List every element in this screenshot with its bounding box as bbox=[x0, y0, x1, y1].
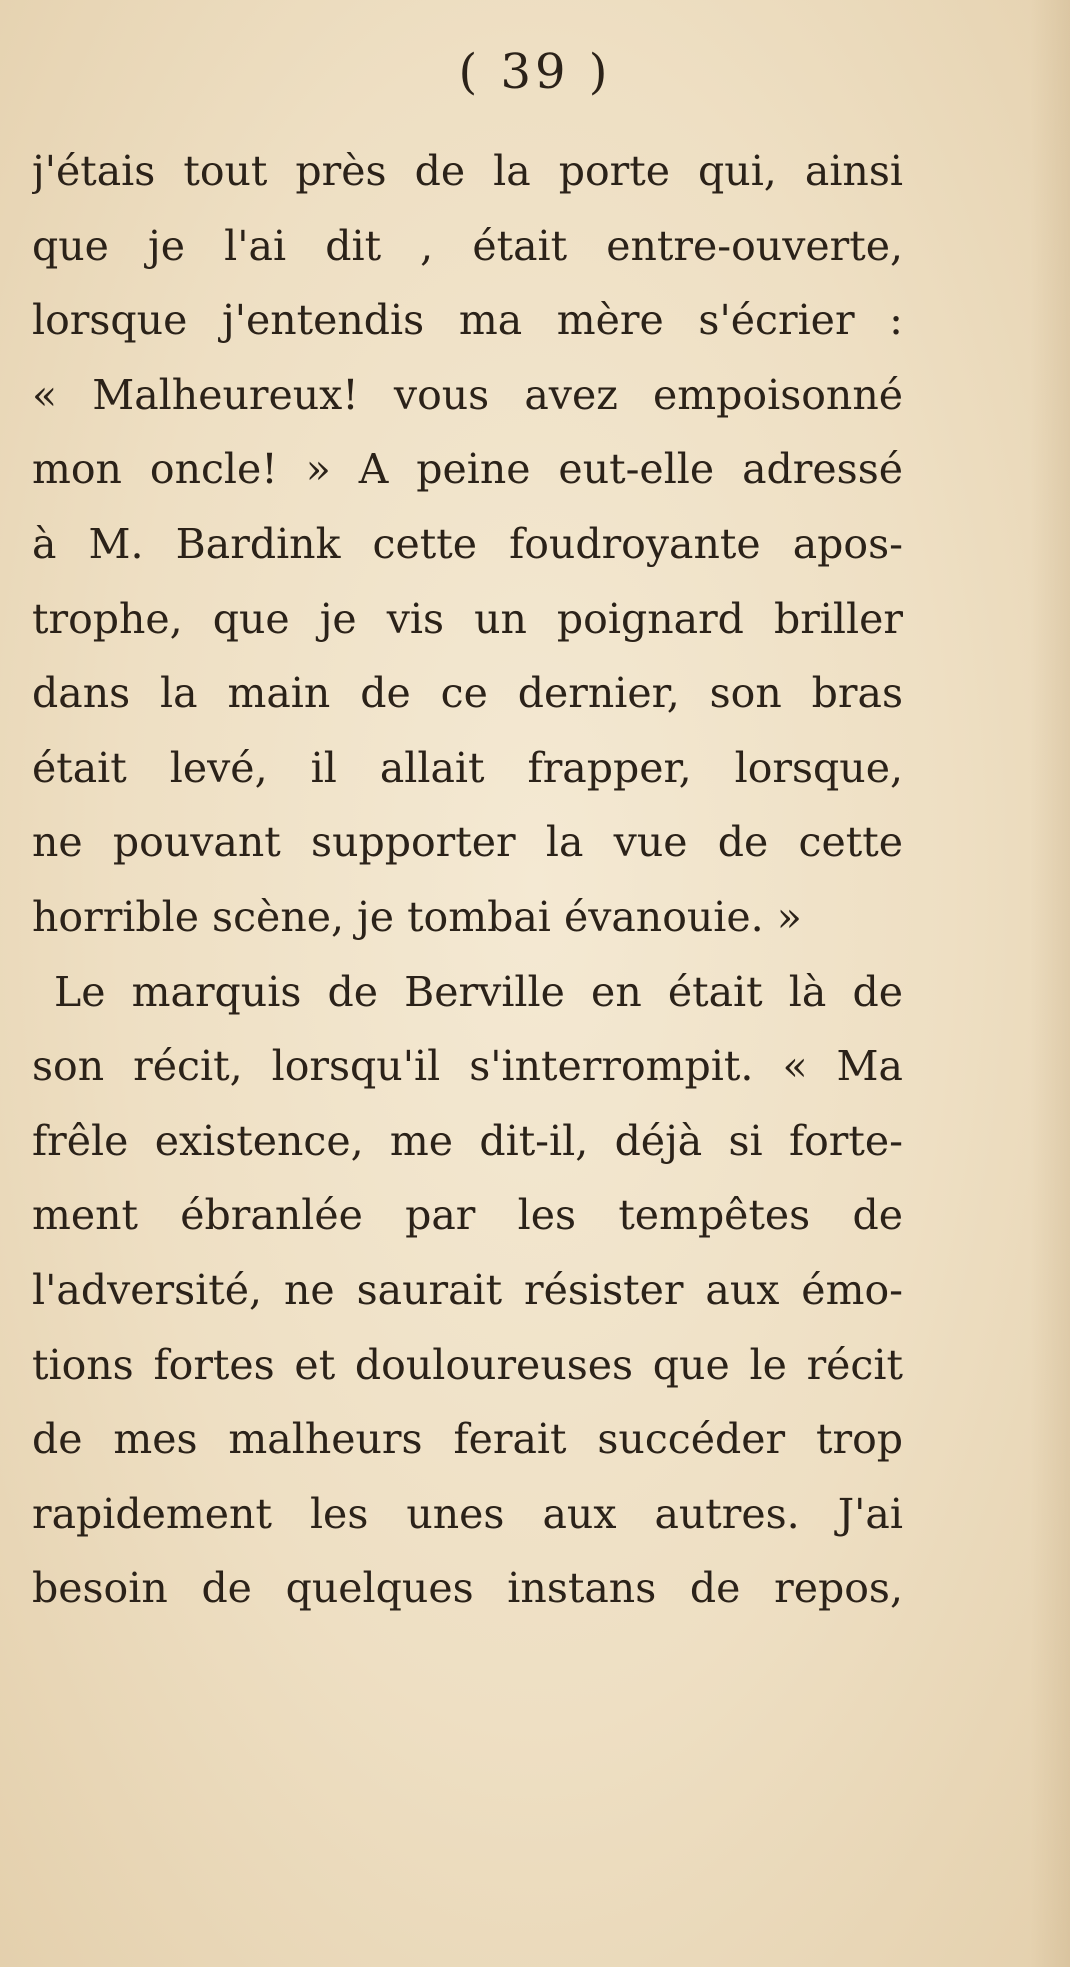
text-line-2: que je l'ai dit , était entre-ouverte, bbox=[32, 221, 903, 270]
text-line-20: besoin de quelques instans de repos, bbox=[32, 1564, 903, 1613]
body-text bbox=[32, 134, 903, 1626]
text-line-18: de mes malheurs ferait succéder trop bbox=[32, 1415, 903, 1464]
text-line-5: mon oncle! » A peine eut-elle adressé bbox=[32, 445, 903, 494]
text-line-10: ne pouvant supporter la vue de cette bbox=[32, 818, 903, 867]
text-line-9: était levé, il allait frapper, lorsque, bbox=[32, 743, 903, 792]
text-line-14: frêle existence, me dit-il, déjà si forte- bbox=[32, 1116, 903, 1165]
text-line-7: trophe, que je vis un poignard briller bbox=[32, 594, 903, 643]
text-line-13: son récit, lorsqu'il s'interrompit. « Ma bbox=[32, 1042, 903, 1091]
text-line-15: ment ébranlée par les tempêtes de bbox=[32, 1191, 903, 1240]
text-line-12: Le marquis de Berville en était là de bbox=[54, 967, 903, 1016]
text-line-6: à M. Bardink cette foudroyante apos- bbox=[32, 519, 903, 568]
text-line-11: horrible scène, je tombai évanouie. » bbox=[32, 892, 802, 941]
text-line-1: j'étais tout près de la porte qui, ainsi bbox=[32, 147, 903, 195]
text-line-17: tions fortes et douloureuses que le récit bbox=[32, 1340, 903, 1389]
text-line-3: lorsque j'entendis ma mère s'écrier : bbox=[32, 296, 903, 345]
page-number-header: ( 39 ) bbox=[458, 44, 612, 100]
text-line-19: rapidement les unes aux autres. J'ai bbox=[32, 1489, 903, 1538]
text-line-16: l'adversité, ne saurait résister aux émo- bbox=[32, 1265, 903, 1314]
page-edge-shadow bbox=[1030, 0, 1070, 1967]
text-line-8: dans la main de ce dernier, son bras bbox=[32, 669, 903, 718]
text-line-4: « Malheureux! vous avez empoisonné bbox=[32, 370, 903, 419]
